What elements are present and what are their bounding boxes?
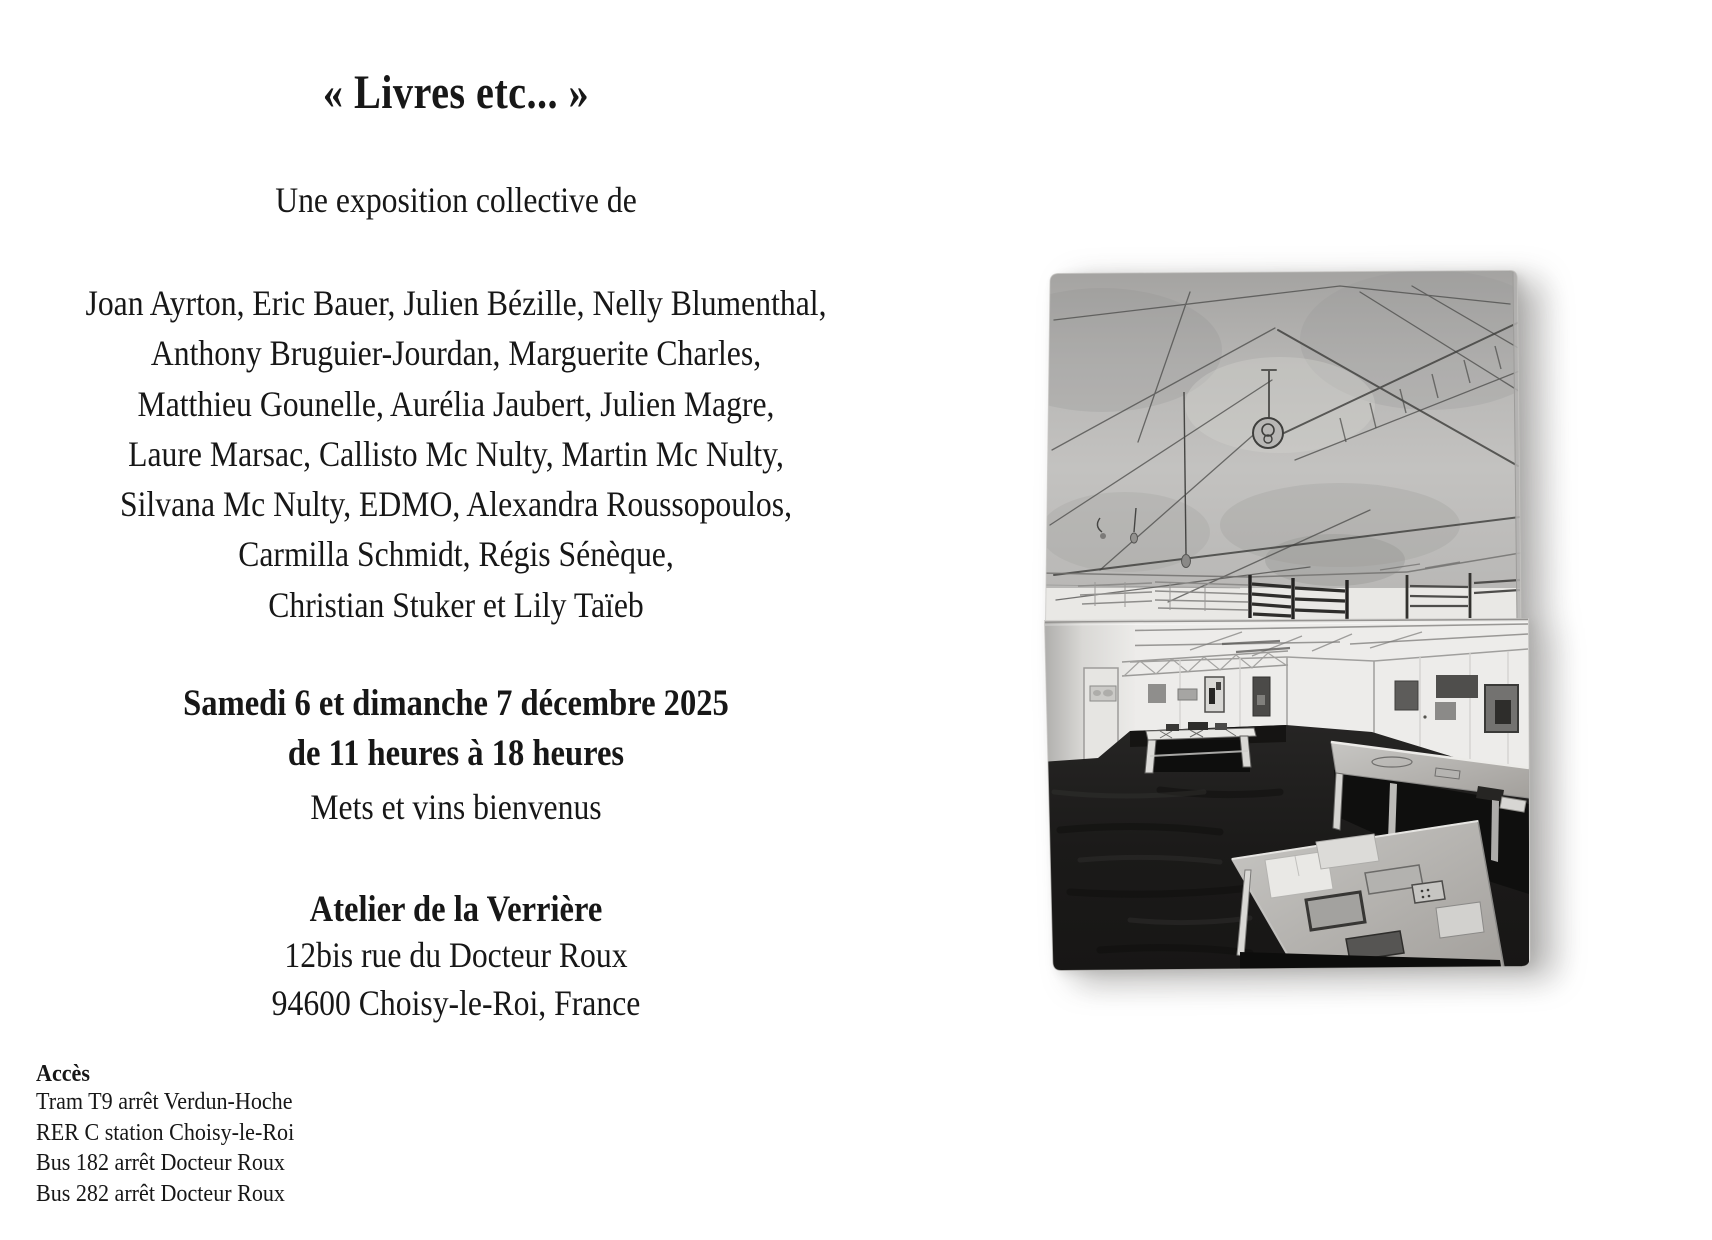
venue-name: Atelier de la Verrière (309, 889, 603, 930)
venue-address-street: 12bis rue du Docteur Roux (284, 935, 628, 975)
event-note: Mets et vins bienvenus (310, 787, 602, 827)
access-item-bus182: Bus 182 arrêt Docteur Roux (36, 1150, 285, 1177)
event-date: Samedi 6 et dimanche 7 décembre 2025 (183, 683, 729, 724)
venue-address-city: 94600 Choisy-le-Roi, France (271, 983, 641, 1023)
artist-list-line: Christian Stuker et Lily Taïeb (268, 584, 644, 625)
artist-list-line: Matthieu Gounelle, Aurélia Jaubert, Julien Magre, (137, 383, 775, 424)
access-heading: Accès (36, 1061, 90, 1087)
exhibition-subtitle: Une exposition collective de (275, 180, 637, 220)
artist-list-line: Silvana Mc Nulty, EDMO, Alexandra Roussopoulos, (120, 484, 792, 525)
access-item-bus282: Bus 282 arrêt Docteur Roux (36, 1180, 285, 1207)
event-hours: de 11 heures à 18 heures (287, 733, 625, 774)
artist-list-line: Laure Marsac, Callisto Mc Nulty, Martin Mc Nulty, (128, 433, 784, 474)
artist-list-line: Carmilla Schmidt, Régis Sénèque, (238, 534, 674, 575)
access-item-tram: Tram T9 arrêt Verdun-Hoche (36, 1089, 293, 1115)
access-list (36, 1087, 317, 1209)
exhibition-room-painting (1040, 270, 1532, 973)
artist-list-line: Anthony Bruguier-Jourdan, Marguerite Charles, (150, 333, 762, 374)
access-item-rer: RER C station Choisy-le-Roi (36, 1119, 295, 1146)
artist-list (0, 278, 912, 630)
exhibition-title: « Livres etc... » (322, 66, 590, 119)
artist-list-line: Joan Ayrton, Eric Bauer, Julien Bézille, Nelly Blumenthal, (85, 283, 827, 323)
